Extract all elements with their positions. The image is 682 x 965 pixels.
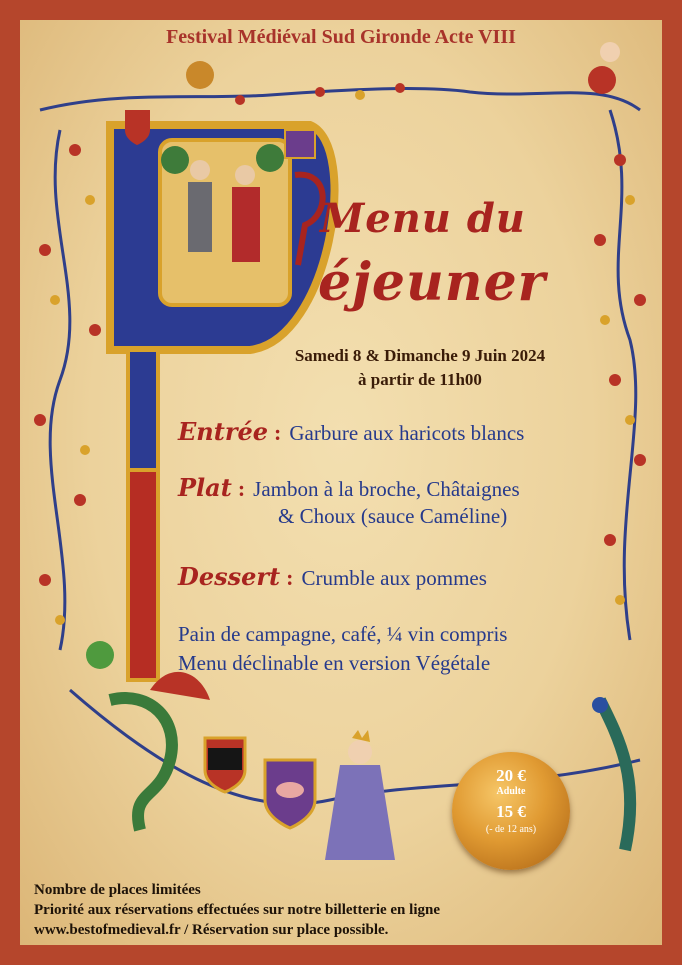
- menu-title-line1: Menu du: [320, 195, 526, 242]
- plat-colon: :: [237, 476, 246, 501]
- child-price: 15 €: [496, 802, 526, 821]
- adult-label: Adulte: [496, 786, 526, 797]
- dessert-colon: :: [286, 565, 294, 590]
- extras-line2: Menu déclinable en version Végétale: [178, 651, 491, 675]
- shield-top-center: [285, 130, 315, 158]
- entree-colon: :: [274, 420, 282, 445]
- plat-value-line1: Jambon à la broche, Châtaignes: [253, 477, 520, 501]
- event-dates: [255, 344, 585, 392]
- plat-label: Plat: [178, 473, 232, 502]
- peacock-right: [600, 700, 630, 850]
- bird-top-right: [588, 66, 616, 94]
- footer-info: [34, 880, 440, 940]
- entree-label: Entrée: [178, 417, 269, 446]
- dragon-body: [110, 698, 172, 830]
- griffin-top: [186, 61, 214, 89]
- course-dessert: [178, 563, 648, 592]
- lady-head: [348, 740, 372, 764]
- course-entree: [178, 418, 648, 447]
- footer-line1: Nombre de places limitées: [34, 882, 201, 898]
- dessert-value: Crumble aux pommes: [301, 566, 487, 590]
- entree-value: Garbure aux haricots blancs: [289, 421, 525, 445]
- dates-line: Samedi 8 & Dimanche 9 Juin 2024: [294, 346, 546, 365]
- menu-title-line2: éjeuner: [318, 252, 547, 313]
- top-vine: [40, 89, 640, 110]
- price-seal: [452, 752, 570, 870]
- child-label: (- de 12 ans): [485, 824, 537, 835]
- dessert-label: Dessert: [178, 562, 281, 591]
- extras-line1: Pain de campagne, café, ¼ vin compris: [178, 622, 508, 646]
- adult-price: 20 €: [496, 766, 526, 785]
- menu-extras: [178, 620, 507, 678]
- lady-dress: [325, 765, 395, 860]
- festival-title: Festival Médiéval Sud Gironde Acte VIII: [166, 26, 516, 48]
- shaft-red: [128, 470, 158, 680]
- course-plat: [178, 474, 648, 530]
- left-vine: [50, 130, 70, 650]
- shaft-blue: [128, 350, 158, 470]
- parrot-left: [86, 641, 114, 669]
- plat-value-line2: & Choux (sauce Caméline): [278, 504, 508, 528]
- footer-line3: www.bestofmedieval.fr / Réservation sur place possible.: [34, 922, 389, 938]
- time-line: à partir de 11h00: [358, 370, 482, 389]
- footer-line2: Priorité aux réservations effectuées sur notre billetterie en ligne: [34, 902, 440, 918]
